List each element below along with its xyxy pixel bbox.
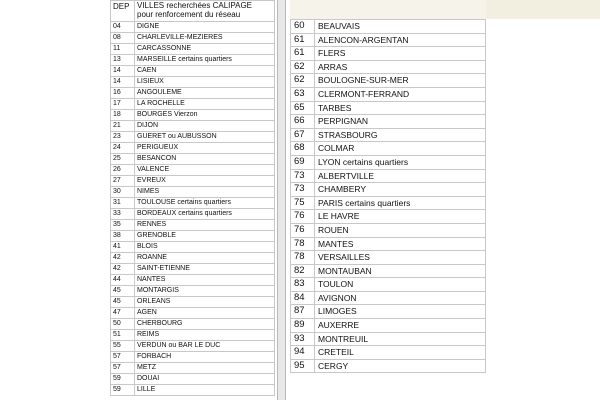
table-row (291, 237, 486, 251)
department-cell: 57 (111, 363, 135, 374)
city-cell: DIGNE (135, 22, 275, 33)
city-cell: LYON certains quartiers (315, 155, 486, 169)
department-cell: 25 (111, 154, 135, 165)
city-cell: REIMS (135, 330, 275, 341)
department-cell: 18 (111, 110, 135, 121)
city-cell: MONTAUBAN (315, 264, 486, 278)
city-cell: CHAMBERY (315, 183, 486, 197)
table-row (111, 154, 275, 165)
department-cell: 31 (111, 198, 135, 209)
table-row (111, 132, 275, 143)
department-cell: 14 (111, 66, 135, 77)
department-cell: 42 (111, 264, 135, 275)
table-row (111, 242, 275, 253)
department-cell: 08 (111, 33, 135, 44)
city-cell: ALENCON-ARGENTAN (315, 33, 486, 47)
table-row (291, 142, 486, 156)
city-cell: ARRAS (315, 60, 486, 74)
table-row (291, 196, 486, 210)
blank-header-area-right (486, 0, 600, 19)
department-cell: 87 (291, 305, 315, 319)
table-row (111, 110, 275, 121)
department-cell: 68 (291, 142, 315, 156)
city-cell: CHERBOURG (135, 319, 275, 330)
department-cell: 57 (111, 352, 135, 363)
city-cell: FORBACH (135, 352, 275, 363)
city-cell: LE HAVRE (315, 210, 486, 224)
city-cell: VERDUN ou BAR LE DUC (135, 341, 275, 352)
city-cell: METZ (135, 363, 275, 374)
department-cell: 23 (111, 132, 135, 143)
city-cell: GRENOBLE (135, 231, 275, 242)
department-cell: 76 (291, 210, 315, 224)
table-row (111, 297, 275, 308)
department-cell: 30 (111, 187, 135, 198)
table-row (291, 359, 486, 373)
city-cell: CARCASSONNE (135, 44, 275, 55)
department-cell: 50 (111, 319, 135, 330)
city-cell: CRETEIL (315, 346, 486, 360)
department-cell: 11 (111, 44, 135, 55)
department-cell: 47 (111, 308, 135, 319)
department-cell: 26 (111, 165, 135, 176)
table-row (291, 115, 486, 129)
department-cell: 45 (111, 286, 135, 297)
table-row (291, 278, 486, 292)
city-cell: GUERET ou AUBUSSON (135, 132, 275, 143)
department-cell: 61 (291, 33, 315, 47)
city-cell: PERPIGNAN (315, 115, 486, 129)
city-cell: VALENCE (135, 165, 275, 176)
city-cell: ROANNE (135, 253, 275, 264)
table-row (111, 286, 275, 297)
city-cell: DOUAI (135, 374, 275, 385)
table-row (111, 319, 275, 330)
city-cell: DIJON (135, 121, 275, 132)
department-cell: 76 (291, 223, 315, 237)
table-header-row (111, 1, 275, 22)
table-row (111, 198, 275, 209)
table-row (111, 66, 275, 77)
table-row (111, 220, 275, 231)
city-cell: COLMAR (315, 142, 486, 156)
table-row (291, 33, 486, 47)
table-row (111, 275, 275, 286)
villes-column-header (135, 1, 275, 22)
city-cell: ORLEANS (135, 297, 275, 308)
city-cell: MONTARGIS (135, 286, 275, 297)
city-cell: TOULOUSE certains quartiers (135, 198, 275, 209)
city-cell: MONTREUIL (315, 332, 486, 346)
table-row (111, 77, 275, 88)
city-cell: CAEN (135, 66, 275, 77)
city-cell: ALBERTVILLE (315, 169, 486, 183)
table-row (291, 101, 486, 115)
table-row (291, 169, 486, 183)
table-row (291, 264, 486, 278)
table-row (291, 183, 486, 197)
table-row (111, 374, 275, 385)
city-cell: LA ROCHELLE (135, 99, 275, 110)
city-cell: BEAUVAIS (315, 20, 486, 34)
left-city-table (110, 0, 275, 396)
table-row (111, 308, 275, 319)
department-cell: 33 (111, 209, 135, 220)
department-cell: 67 (291, 128, 315, 142)
table-row (291, 128, 486, 142)
department-cell: 66 (291, 115, 315, 129)
city-cell: AGEN (135, 308, 275, 319)
city-cell: ANGOULEME (135, 88, 275, 99)
table-row (111, 22, 275, 33)
department-cell: 59 (111, 385, 135, 396)
table-row (111, 121, 275, 132)
department-cell: 04 (111, 22, 135, 33)
department-cell: 78 (291, 251, 315, 265)
city-cell: PARIS certains quartiers (315, 196, 486, 210)
header-title-line1: VILLES recherchées CALIPAGE (137, 1, 253, 10)
table-row (111, 231, 275, 242)
city-cell: NANTES (135, 275, 275, 286)
city-cell: EVREUX (135, 176, 275, 187)
city-cell: SAINT-ETIENNE (135, 264, 275, 275)
city-cell: BOURGES Vierzon (135, 110, 275, 121)
city-cell: BORDEAUX certains quartiers (135, 209, 275, 220)
department-cell: 21 (111, 121, 135, 132)
city-cell: BLOIS (135, 242, 275, 253)
right-city-table (290, 19, 486, 373)
department-cell: 35 (111, 220, 135, 231)
city-cell: CLERMONT-FERRAND (315, 87, 486, 101)
table-row (111, 143, 275, 154)
city-cell: AUXERRE (315, 319, 486, 333)
city-cell: PERIGUEUX (135, 143, 275, 154)
table-row (111, 55, 275, 66)
department-cell: 42 (111, 253, 135, 264)
table-row (291, 155, 486, 169)
table-row (291, 319, 486, 333)
department-cell: 59 (111, 374, 135, 385)
department-cell: 78 (291, 237, 315, 251)
city-cell: NIMES (135, 187, 275, 198)
department-cell: 27 (111, 176, 135, 187)
table-row (111, 253, 275, 264)
department-cell: 73 (291, 183, 315, 197)
blank-header-area (290, 0, 486, 19)
table-row (111, 363, 275, 374)
city-cell: RENNES (135, 220, 275, 231)
column-separator (277, 0, 286, 400)
table-row (111, 187, 275, 198)
table-row (111, 176, 275, 187)
city-cell: MANTES (315, 237, 486, 251)
city-cell: TOULON (315, 278, 486, 292)
city-cell: ROUEN (315, 223, 486, 237)
department-cell: 93 (291, 332, 315, 346)
department-cell: 45 (111, 297, 135, 308)
table-row (111, 165, 275, 176)
city-cell: VERSAILLES (315, 251, 486, 265)
table-row (111, 352, 275, 363)
table-row (291, 305, 486, 319)
department-cell: 14 (111, 77, 135, 88)
city-cell: LIMOGES (315, 305, 486, 319)
city-cell: TARBES (315, 101, 486, 115)
city-cell: FLERS (315, 47, 486, 61)
table-row (291, 20, 486, 34)
table-row (111, 99, 275, 110)
city-cell: LISIEUX (135, 77, 275, 88)
department-cell: 65 (291, 101, 315, 115)
department-cell: 16 (111, 88, 135, 99)
table-row (111, 341, 275, 352)
table-row (111, 44, 275, 55)
department-cell: 82 (291, 264, 315, 278)
department-cell: 17 (111, 99, 135, 110)
table-row (291, 210, 486, 224)
header-title-line2: pour renforcement du réseau (137, 10, 241, 19)
table-row (291, 74, 486, 88)
department-cell: 62 (291, 74, 315, 88)
table-row (111, 33, 275, 44)
city-cell: CHARLEVILLE-MEZIERES (135, 33, 275, 44)
city-cell: MARSEILLE certains quartiers (135, 55, 275, 66)
table-row (111, 330, 275, 341)
table-row (291, 291, 486, 305)
city-cell: AVIGNON (315, 291, 486, 305)
department-cell: 63 (291, 87, 315, 101)
city-cell: BOULOGNE-SUR-MER (315, 74, 486, 88)
table-row (111, 385, 275, 396)
department-cell: 61 (291, 47, 315, 61)
table-row (291, 251, 486, 265)
department-cell: 51 (111, 330, 135, 341)
department-cell: 13 (111, 55, 135, 66)
table-row (291, 223, 486, 237)
table-row (291, 332, 486, 346)
department-cell: 38 (111, 231, 135, 242)
dep-column-header: DEP (111, 1, 135, 22)
city-cell: STRASBOURG (315, 128, 486, 142)
table-row (291, 60, 486, 74)
department-cell: 44 (111, 275, 135, 286)
table-row (111, 209, 275, 220)
table-row (291, 346, 486, 360)
department-cell: 84 (291, 291, 315, 305)
department-cell: 95 (291, 359, 315, 373)
city-cell: CERGY (315, 359, 486, 373)
department-cell: 60 (291, 20, 315, 34)
table-row (111, 264, 275, 275)
department-cell: 94 (291, 346, 315, 360)
city-cell: BESANCON (135, 154, 275, 165)
department-cell: 73 (291, 169, 315, 183)
department-cell: 24 (111, 143, 135, 154)
department-cell: 83 (291, 278, 315, 292)
table-row (291, 47, 486, 61)
department-cell: 75 (291, 196, 315, 210)
table-row (291, 87, 486, 101)
city-cell: LILLE (135, 385, 275, 396)
department-cell: 41 (111, 242, 135, 253)
table-row (111, 88, 275, 99)
department-cell: 89 (291, 319, 315, 333)
department-cell: 55 (111, 341, 135, 352)
department-cell: 69 (291, 155, 315, 169)
department-cell: 62 (291, 60, 315, 74)
